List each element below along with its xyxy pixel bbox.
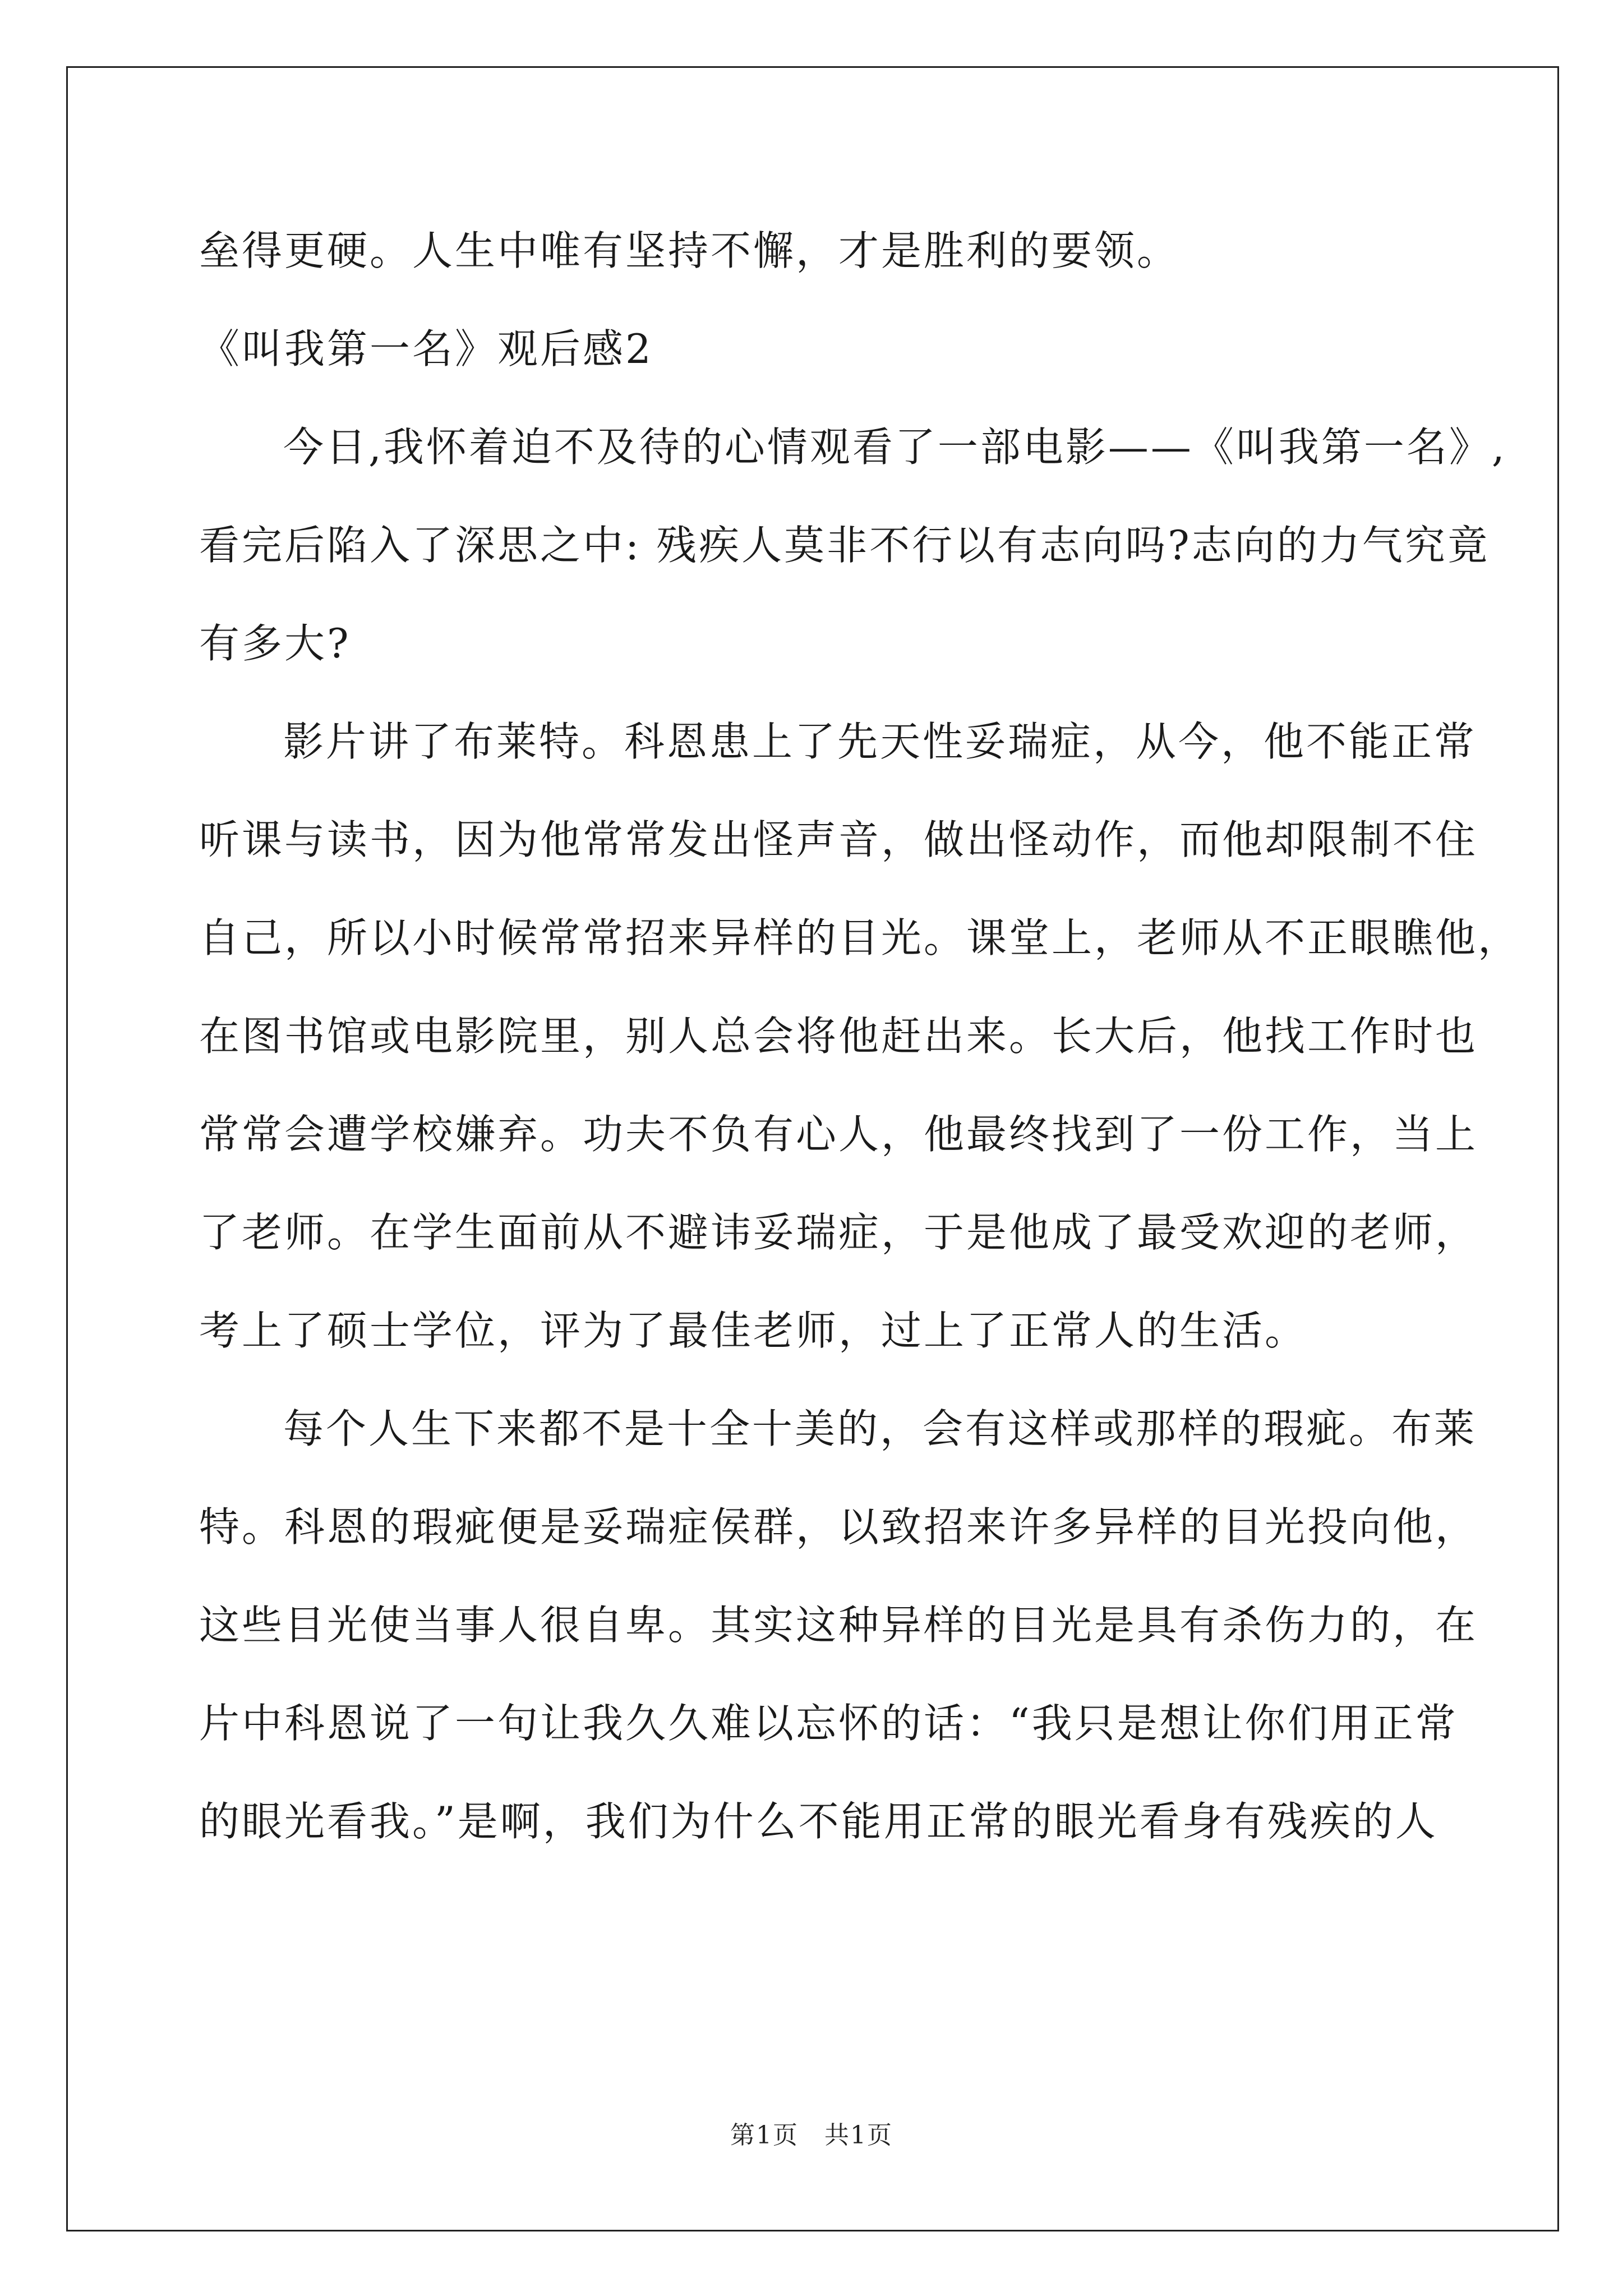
text-line: 影片讲了布莱特。科恩患上了先天性妥瑞症，从今，他不能正常 [283,718,1477,765]
document-body [199,202,1521,1871]
text-line: 今日,我怀着迫不及待的心情观看了一部电影——《叫我第一名》, [283,424,1507,471]
text-line: 自己，所以小时候常常招来异样的目光。课堂上，老师从不正眼瞧他， [199,914,1521,961]
text-line: 在图书馆或电影院里，别人总会将他赶出来。长大后，他找工作时也 [199,1013,1478,1060]
section-title: 《叫我第一名》观后感2 [199,325,653,372]
text-line: 听课与读书，因为他常常发出怪声音，做出怪动作，而他却限制不住 [199,816,1478,863]
text-line: 了老师。在学生面前从不避讳妥瑞症，于是他成了最受欢迎的老师， [199,1209,1478,1256]
text-line: 每个人生下来都不是十全十美的，会有这样或那样的瑕疵。布莱 [283,1405,1477,1452]
text-line: 有多大? [199,620,351,667]
page-footer: 第1页 共1页 [730,2121,893,2150]
text-line: 这些目光使当事人很自卑。其实这种异样的目光是具有杀伤力的，在 [199,1602,1478,1649]
text-line: 片中科恩说了一句让我久久难以忘怀的话：“我只是想让你们用正常 [199,1700,1458,1747]
text-line: 垒得更硬。人生中唯有坚持不懈，才是胜利的要领。 [199,227,1180,274]
text-line: 看完后陷入了深思之中: 残疾人莫非不行以有志向吗?志向的力气究竟 [199,522,1490,569]
text-line: 的眼光看我。”是啊，我们为什么不能用正常的眼光看身有残疾的人 [199,1798,1438,1845]
text-line: 特。科恩的瑕疵便是妥瑞症侯群，以致招来许多异样的目光投向他， [199,1503,1478,1550]
text-line: 考上了硕士学位，评为了最佳老师，过上了正常人的生活。 [199,1307,1308,1354]
text-line: 常常会遭学校嫌弃。功夫不负有心人，他最终找到了一份工作，当上 [199,1111,1478,1158]
